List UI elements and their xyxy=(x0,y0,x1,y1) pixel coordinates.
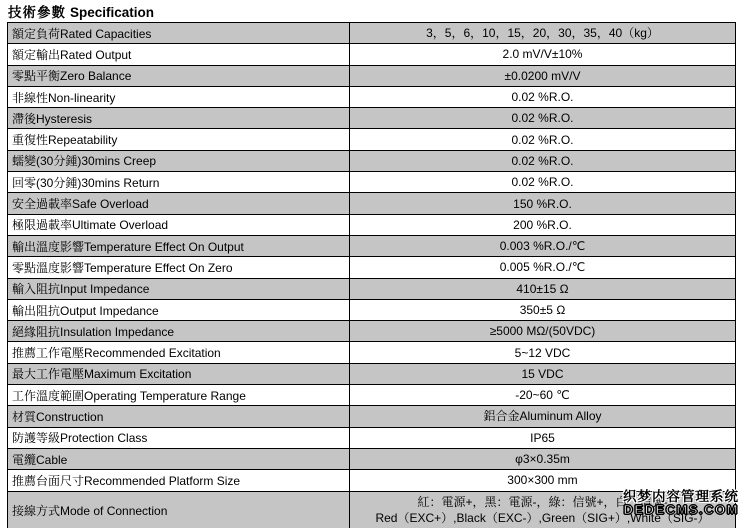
table-row xyxy=(8,257,736,278)
spec-parameter-value xyxy=(350,470,736,491)
spec-parameter-label: 電纜Cable xyxy=(8,448,350,469)
spec-parameter-label: 輸出溫度影響Temperature Effect On Output xyxy=(8,235,350,256)
spec-parameter-label: 絕緣阻抗Insulation Impedance xyxy=(8,321,350,342)
spec-parameter-label: 額定負荷Rated Capacities xyxy=(8,23,350,44)
spec-value-line: 410±15 Ω xyxy=(516,281,569,296)
spec-value-line: 300×300 mm xyxy=(507,473,578,488)
table-row xyxy=(8,235,736,256)
spec-value-line: 15 VDC xyxy=(521,366,564,381)
spec-value-line: 0.02 %R.O. xyxy=(511,175,574,190)
spec-parameter-label: 極限過載率Ultimate Overload xyxy=(8,214,350,235)
spec-parameter-label: 接線方式Mode of Connection xyxy=(8,491,350,528)
spec-parameter-value xyxy=(350,385,736,406)
table-row xyxy=(8,86,736,107)
spec-parameter-label: 推薦台面尺寸Recommended Platform Size xyxy=(8,470,350,491)
page-title-en: Specification xyxy=(70,5,155,20)
spec-parameter-value xyxy=(350,44,736,65)
table-row xyxy=(8,406,736,427)
spec-parameter-value xyxy=(350,427,736,448)
spec-value-line: Red（EXC+）,Black（EXC-）,Green（SIG+）,White（SIG-） xyxy=(375,511,710,526)
spec-parameter-value xyxy=(350,342,736,363)
spec-value-line: 200 %R.O. xyxy=(513,217,572,232)
spec-value-line: 0.02 %R.O. xyxy=(511,90,574,105)
spec-value-line: 鋁合金Aluminum Alloy xyxy=(483,409,602,424)
spec-value-line: φ3×0.35m xyxy=(515,452,570,467)
spec-parameter-label: 材質Construction xyxy=(8,406,350,427)
spec-parameter-value xyxy=(350,278,736,299)
spec-parameter-label: 最大工作電壓Maximum Excitation xyxy=(8,363,350,384)
spec-parameter-label: 回零(30分鍾)30mins Return xyxy=(8,172,350,193)
table-row xyxy=(8,470,736,491)
spec-parameter-label: 工作溫度範圍Operating Temperature Range xyxy=(8,385,350,406)
spec-parameter-value xyxy=(350,257,736,278)
spec-parameter-label: 推薦工作電壓Recommended Excitation xyxy=(8,342,350,363)
spec-parameter-label: 防護等級Protection Class xyxy=(8,427,350,448)
spec-parameter-label: 輸入阻抗Input Impedance xyxy=(8,278,350,299)
page-title-zh: 技術參數 xyxy=(8,5,66,20)
table-row xyxy=(8,44,736,65)
spec-parameter-value xyxy=(350,363,736,384)
spec-parameter-label: 輸出阻抗Output Impedance xyxy=(8,299,350,320)
spec-value-line: 0.005 %R.O./℃ xyxy=(499,260,586,275)
spec-parameter-value xyxy=(350,172,736,193)
spec-value-line: 5~12 VDC xyxy=(514,345,571,360)
table-row xyxy=(8,321,736,342)
spec-parameter-label: 零點溫度影響Temperature Effect On Zero xyxy=(8,257,350,278)
spec-value-line: 紅：電源+，黑：電源-，綠：信號+，白：信號- xyxy=(417,495,668,510)
spec-parameter-label: 安全過載率Safe Overload xyxy=(8,193,350,214)
spec-parameter-value xyxy=(350,235,736,256)
spec-parameter-value xyxy=(350,321,736,342)
spec-value-line: -20~60 ℃ xyxy=(515,388,570,403)
spec-parameter-value xyxy=(350,150,736,171)
spec-parameter-label: 蠕變(30分鍾)30mins Creep xyxy=(8,150,350,171)
table-row xyxy=(8,448,736,469)
page-title xyxy=(8,1,154,21)
spec-value-line: 2.0 mV/V±10% xyxy=(502,47,583,62)
spec-parameter-value xyxy=(350,108,736,129)
spec-parameter-value xyxy=(350,129,736,150)
spec-value-line: IP65 xyxy=(530,430,555,445)
spec-parameter-label: 零點平衡Zero Balance xyxy=(8,65,350,86)
table-row xyxy=(8,214,736,235)
spec-value-line: 350±5 Ω xyxy=(519,303,566,317)
table-row xyxy=(8,491,736,528)
watermark-text-cn: 织梦内容管理系统 xyxy=(623,489,739,504)
spec-parameter-value xyxy=(350,214,736,235)
table-row xyxy=(8,65,736,86)
spec-parameter-label: 滯後Hysteresis xyxy=(8,108,350,129)
spec-parameter-value xyxy=(350,448,736,469)
spec-parameter-value xyxy=(350,193,736,214)
spec-parameter-value xyxy=(350,65,736,86)
spec-value-line: 0.02 %R.O. xyxy=(511,153,574,168)
spec-parameter-value xyxy=(350,299,736,320)
watermark-text-en: DEDECMS.COM xyxy=(623,502,739,517)
spec-value-line: 0.003 %R.O./℃ xyxy=(499,239,586,254)
spec-parameter-label: 額定輸出Rated Output xyxy=(8,44,350,65)
spec-parameter-label: 非線性Non-linearity xyxy=(8,86,350,107)
table-row xyxy=(8,129,736,150)
table-row xyxy=(8,342,736,363)
spec-value-line: 150 %R.O. xyxy=(513,196,572,211)
spec-value-line: 0.02 %R.O. xyxy=(511,111,574,126)
table-row xyxy=(8,385,736,406)
spec-parameter-value xyxy=(350,23,736,44)
table-row xyxy=(8,150,736,171)
spec-table-body xyxy=(8,23,736,528)
table-row xyxy=(8,23,736,44)
specification-table xyxy=(7,22,736,528)
spec-parameter-value xyxy=(350,406,736,427)
table-row xyxy=(8,299,736,320)
table-row xyxy=(8,193,736,214)
spec-value-line: ≥5000 MΩ/(50VDC) xyxy=(489,324,596,339)
spec-value-line: ±0.0200 mV/V xyxy=(504,68,581,83)
table-row xyxy=(8,427,736,448)
table-row xyxy=(8,363,736,384)
spec-parameter-value xyxy=(350,86,736,107)
table-row xyxy=(8,172,736,193)
spec-parameter-label: 重復性Repeatability xyxy=(8,129,350,150)
table-row xyxy=(8,108,736,129)
spec-value-line: 3，5，6，10，15，20，30，35，40（kg） xyxy=(426,26,659,41)
spec-value-line: 0.02 %R.O. xyxy=(511,132,574,147)
table-row xyxy=(8,278,736,299)
spec-parameter-value xyxy=(350,491,736,528)
